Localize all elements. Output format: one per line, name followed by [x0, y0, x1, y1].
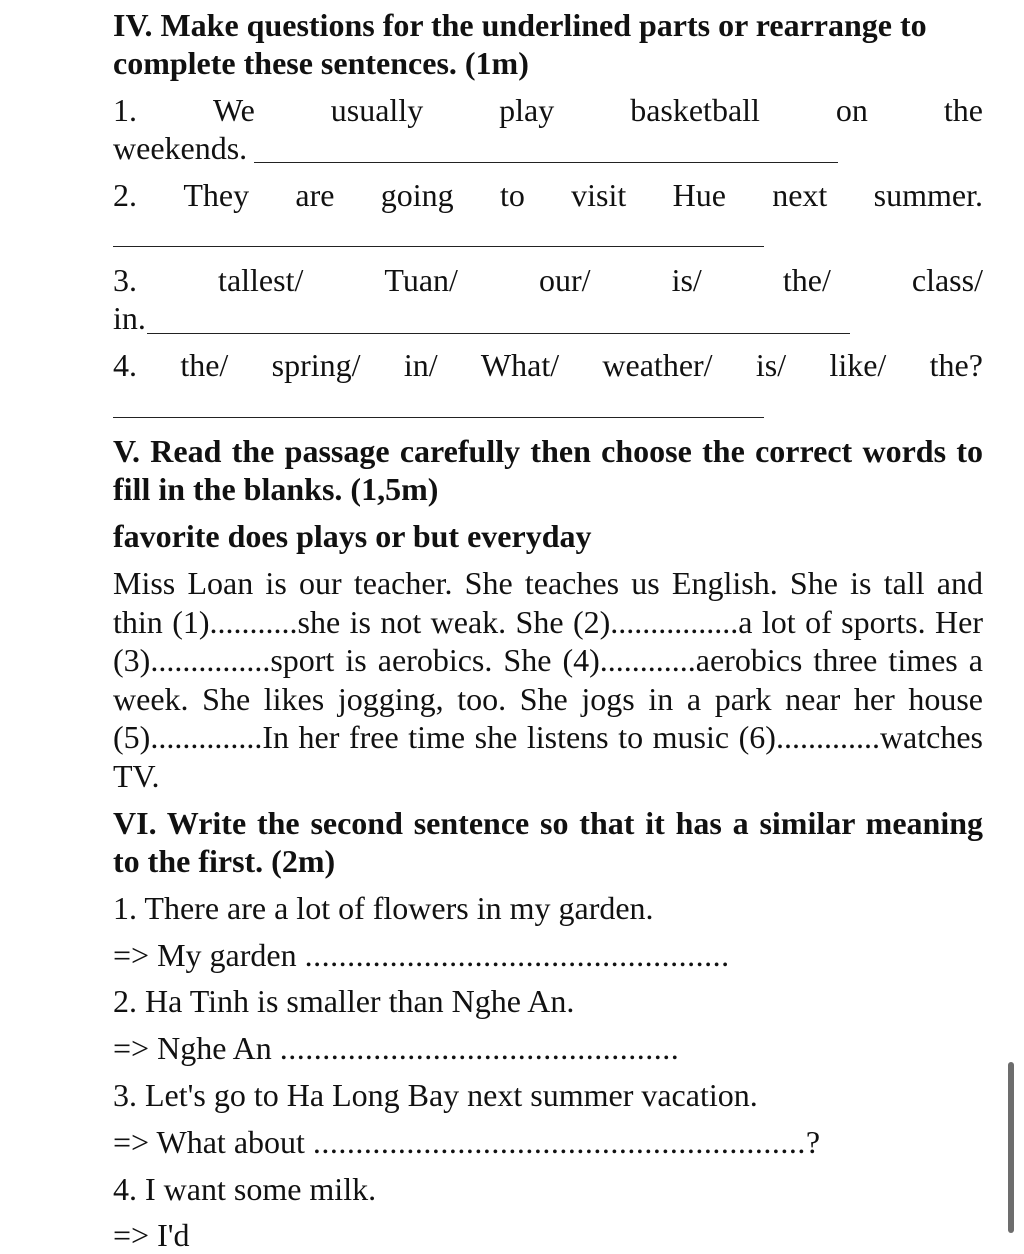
word: tallest/: [218, 262, 304, 298]
answer-suffix: ?: [805, 1124, 821, 1160]
vi-item-4-answer: [113, 1216, 983, 1254]
word: the: [943, 92, 983, 128]
word-bank: favorite does plays or but everyday: [113, 518, 592, 554]
answer-blank: ..................................................: [304, 937, 730, 973]
word: Hue: [672, 177, 726, 213]
word: Tuan/: [384, 262, 458, 298]
iv-question-4: [113, 346, 983, 384]
vi-item-1-sentence: 1. There are a lot of flowers in my garden.: [113, 890, 654, 926]
word: What/: [480, 347, 560, 383]
vi-item-3-sentence: 3. Let's go to Ha Long Bay next summer vacation.: [113, 1077, 758, 1113]
word: spring/: [271, 347, 361, 383]
word: going: [380, 177, 454, 213]
word: 4.: [113, 347, 137, 383]
answer-blank: ...............................................: [279, 1030, 680, 1066]
answer-prefix: => I'd: [113, 1217, 190, 1253]
section-v-heading: V. Read the passage carefully then choose the correct words to fill in the blanks. (1,5m): [113, 433, 983, 507]
section-iv-heading-line1: IV. Make questions for the underlined parts or rearrange to: [113, 7, 927, 43]
word: the?: [929, 347, 983, 383]
answer-line: [113, 417, 764, 418]
word: to: [499, 177, 525, 213]
section-iv-heading-line2: complete these sentences. (1m): [113, 45, 529, 81]
iv-question-3-cont: [113, 299, 983, 337]
section-vi-heading: VI. Write the second sentence so that it has a similar meaning to the first. (2m): [113, 805, 983, 879]
word: visit: [571, 177, 627, 213]
word: They: [183, 177, 250, 213]
word: in/: [403, 347, 438, 383]
worksheet-page: [113, 0, 983, 1253]
word: 3.: [113, 262, 137, 298]
vi-item-3-answer: [113, 1123, 983, 1161]
word: are: [295, 177, 335, 213]
word: play: [499, 92, 555, 128]
vi-item-4-sentence: 4. I want some milk.: [113, 1171, 377, 1207]
iv-question-2: [113, 176, 983, 214]
answer-line: [113, 246, 764, 247]
answer-prefix: => Nghe An: [113, 1030, 280, 1066]
reading-passage: Miss Loan is our teacher. She teaches us English. She is tall and thin (1)...........she is not weak. She (2)................a lot of sports. Her (3)...............sport is aerobics. She (4)............aerobics three times a week. She likes jogging, too. She jogs in a park near her house (5)..............In her free time she listens to music (6).............watches TV.: [113, 565, 983, 794]
answer-line: [147, 333, 850, 334]
word: 1.: [113, 92, 137, 128]
vi-item-2-answer: [113, 1029, 983, 1067]
answer-line: [254, 162, 838, 163]
vi-item-2-sentence: 2. Ha Tinh is smaller than Nghe An.: [113, 983, 575, 1019]
word: is/: [671, 262, 702, 298]
word: weekends.: [113, 130, 248, 166]
word: like/: [829, 347, 887, 383]
answer-prefix: => My garden: [113, 937, 305, 973]
vi-item-1-answer: [113, 936, 983, 974]
word: the/: [782, 262, 831, 298]
word: class/: [911, 262, 983, 298]
word: in.: [113, 300, 146, 336]
word: is/: [755, 347, 787, 383]
word: the/: [180, 347, 229, 383]
iv-question-3: [113, 261, 983, 299]
answer-prefix: => What about: [113, 1124, 313, 1160]
word: We: [212, 92, 255, 128]
section-iv-heading: [113, 6, 983, 82]
word: our/: [538, 262, 591, 298]
word: weather/: [602, 347, 713, 383]
word: basketball: [630, 92, 760, 128]
answer-blank: ..........................................................: [312, 1124, 806, 1160]
word: usually: [330, 92, 424, 128]
word: summer.: [873, 177, 983, 213]
iv-question-1: [113, 91, 983, 129]
word: next: [772, 177, 828, 213]
word: 2.: [113, 177, 137, 213]
word: on: [835, 92, 868, 128]
vertical-scrollbar[interactable]: [1008, 1062, 1014, 1233]
